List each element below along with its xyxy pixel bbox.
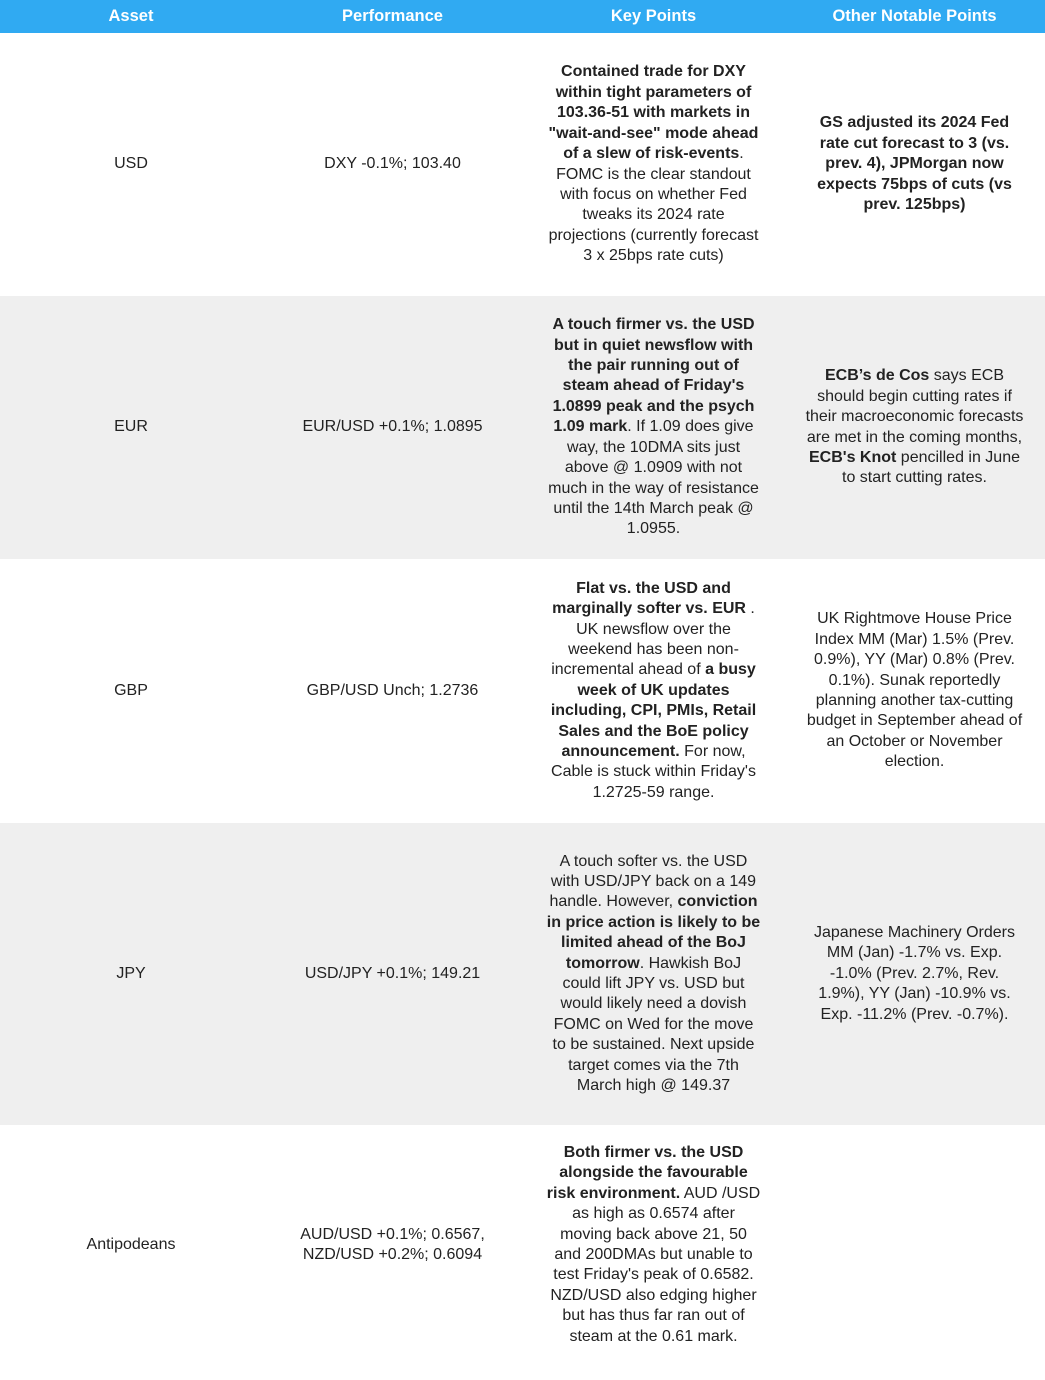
performance-cell: USD/JPY +0.1%; 149.21 [262, 823, 523, 1125]
asset-cell: Antipodeans [86, 1235, 176, 1253]
performance-cell: GBP/USD Unch; 1.2736 [306, 681, 479, 699]
bold-text-segment: a busy week of UK updates including, CPI, PMIs, Retail Sales and the BoE policy announcement. [550, 661, 757, 761]
text-segment: Japanese Machinery Orders MM (Jan) -1.7% vs. Exp. -1.0% (Prev. 2.7%, Rev. 1.9%), YY (Jan) -10.9% vs. Exp. -11.2% (Prev. -0.7%). [814, 923, 1015, 1023]
performance-text: AUD/USD +0.1%; 0.6567, NZD/USD +0.2%; 0.6094 [300, 1225, 485, 1263]
text-segment: A touch softer vs. the USD with USD/JPY back on a 149 handle. However, [549, 852, 757, 911]
bold-text-segment: conviction in price action is likely to be limited ahead of the BoJ tomorrow [546, 893, 761, 972]
text-segment: UK Rightmove House Price Index MM (Mar) 1.5% (Prev. 0.9%), YY (Mar) 0.8% (Prev. 0.1%). Sunak reportedly planning another tax-cutting budget in September ahead of an October or November election. [806, 610, 1023, 771]
table-row-antipodeans [0, 1125, 1045, 1365]
text-segment: . If 1.09 does give way, the 10DMA sits just above @ 1.0909 with not much in the way of resistance until the 14th March peak @ 1.0955. [548, 418, 759, 538]
text-segment: pencilled in June to start cutting rates. [842, 448, 1020, 487]
bold-text-segment: ECB's Knot [809, 448, 897, 466]
text-segment: . UK newsflow over the weekend has been non-incremental ahead of [551, 600, 755, 679]
key-points-text [547, 315, 761, 539]
key-points-cell [523, 823, 784, 1125]
key-points-text [547, 579, 761, 803]
header-performance: Performance [262, 0, 523, 33]
asset-cell: JPY [0, 823, 262, 1125]
text-segment: For now, Cable is stuck within Friday's 1.2725-59 range. [551, 743, 756, 801]
other-points-cell [784, 559, 1045, 823]
text-segment: . Hawkish BoJ could lift JPY vs. USD but would likely need a dovish FOMC on Wed for the move to be sustained. Next upside target comes via the 7th March high @ 149.37 [552, 954, 755, 1095]
text-segment: AUD /USD as high as 0.6574 after moving back above 21, 50 and 200DMAs but unable to test Friday's peak of 0.6582. NZD/USD also edging higher but has thus far ran out of steam at the 0.61 mark. [550, 1184, 761, 1345]
other-points-text [806, 366, 1024, 488]
other-points-cell [784, 823, 1045, 1125]
other-points-cell [784, 296, 1045, 559]
bold-text-segment: A touch firmer vs. the USD but in quiet newsflow with the pair running out of steam ahead of Friday's 1.0899 peak and the psych 1.09 mark [552, 316, 755, 436]
bold-text-segment: ECB’s de Cos [824, 367, 930, 385]
text-segment: . FOMC is the clear standout with focus on whether Fed tweaks its 2024 rate projections (currently forecast 3 x 25bps rate cuts) [548, 145, 759, 265]
table-row-usd [0, 33, 1045, 296]
key-points-cell [523, 296, 784, 559]
header-row [0, 0, 1045, 33]
asset-cell: EUR [0, 296, 262, 559]
bold-text-segment: GS adjusted its 2024 Fed rate cut forecast to 3 (vs. prev. 4), JPMorgan now expects 75bps of cuts (vs prev. 125bps) [817, 114, 1012, 214]
bold-text-segment: Flat vs. the USD and marginally softer vs. EUR [552, 579, 746, 618]
asset-cell: USD [114, 155, 148, 173]
other-points-text [806, 923, 1024, 1025]
other-points-text [806, 609, 1024, 772]
performance-cell: EUR/USD +0.1%; 1.0895 [262, 296, 523, 559]
key-points-text [547, 62, 761, 266]
table-row-jpy [0, 823, 1045, 1125]
other-points-text [806, 113, 1024, 215]
key-points-cell [523, 33, 784, 296]
key-points-cell [523, 1125, 784, 1365]
header-asset: Asset [0, 0, 262, 33]
text-segment: says ECB should begin cutting rates if their macroeconomic forecasts are met in the coming months, [805, 367, 1024, 446]
performance-cell [262, 1125, 523, 1365]
other-points-cell [784, 33, 1045, 296]
asset-cell: GBP [114, 681, 148, 699]
key-points-text [547, 1143, 761, 1347]
header-other-notable-points: Other Notable Points [784, 0, 1045, 33]
bold-text-segment: Both firmer vs. the USD alongside the favourable risk environment. [546, 1143, 748, 1202]
bold-text-segment: Contained trade for DXY within tight parameters of 103.36-51 with markets in "wait-and-see" mode ahead of a slew of risk-events [548, 63, 759, 163]
performance-cell: DXY -0.1%; 103.40 [324, 155, 461, 173]
key-points-text [547, 852, 761, 1097]
table-row-gbp [0, 559, 1045, 823]
table-row-eur [0, 296, 1045, 559]
header-key-points: Key Points [523, 0, 784, 33]
other-points-cell [784, 1125, 1045, 1365]
key-points-cell [523, 559, 784, 823]
